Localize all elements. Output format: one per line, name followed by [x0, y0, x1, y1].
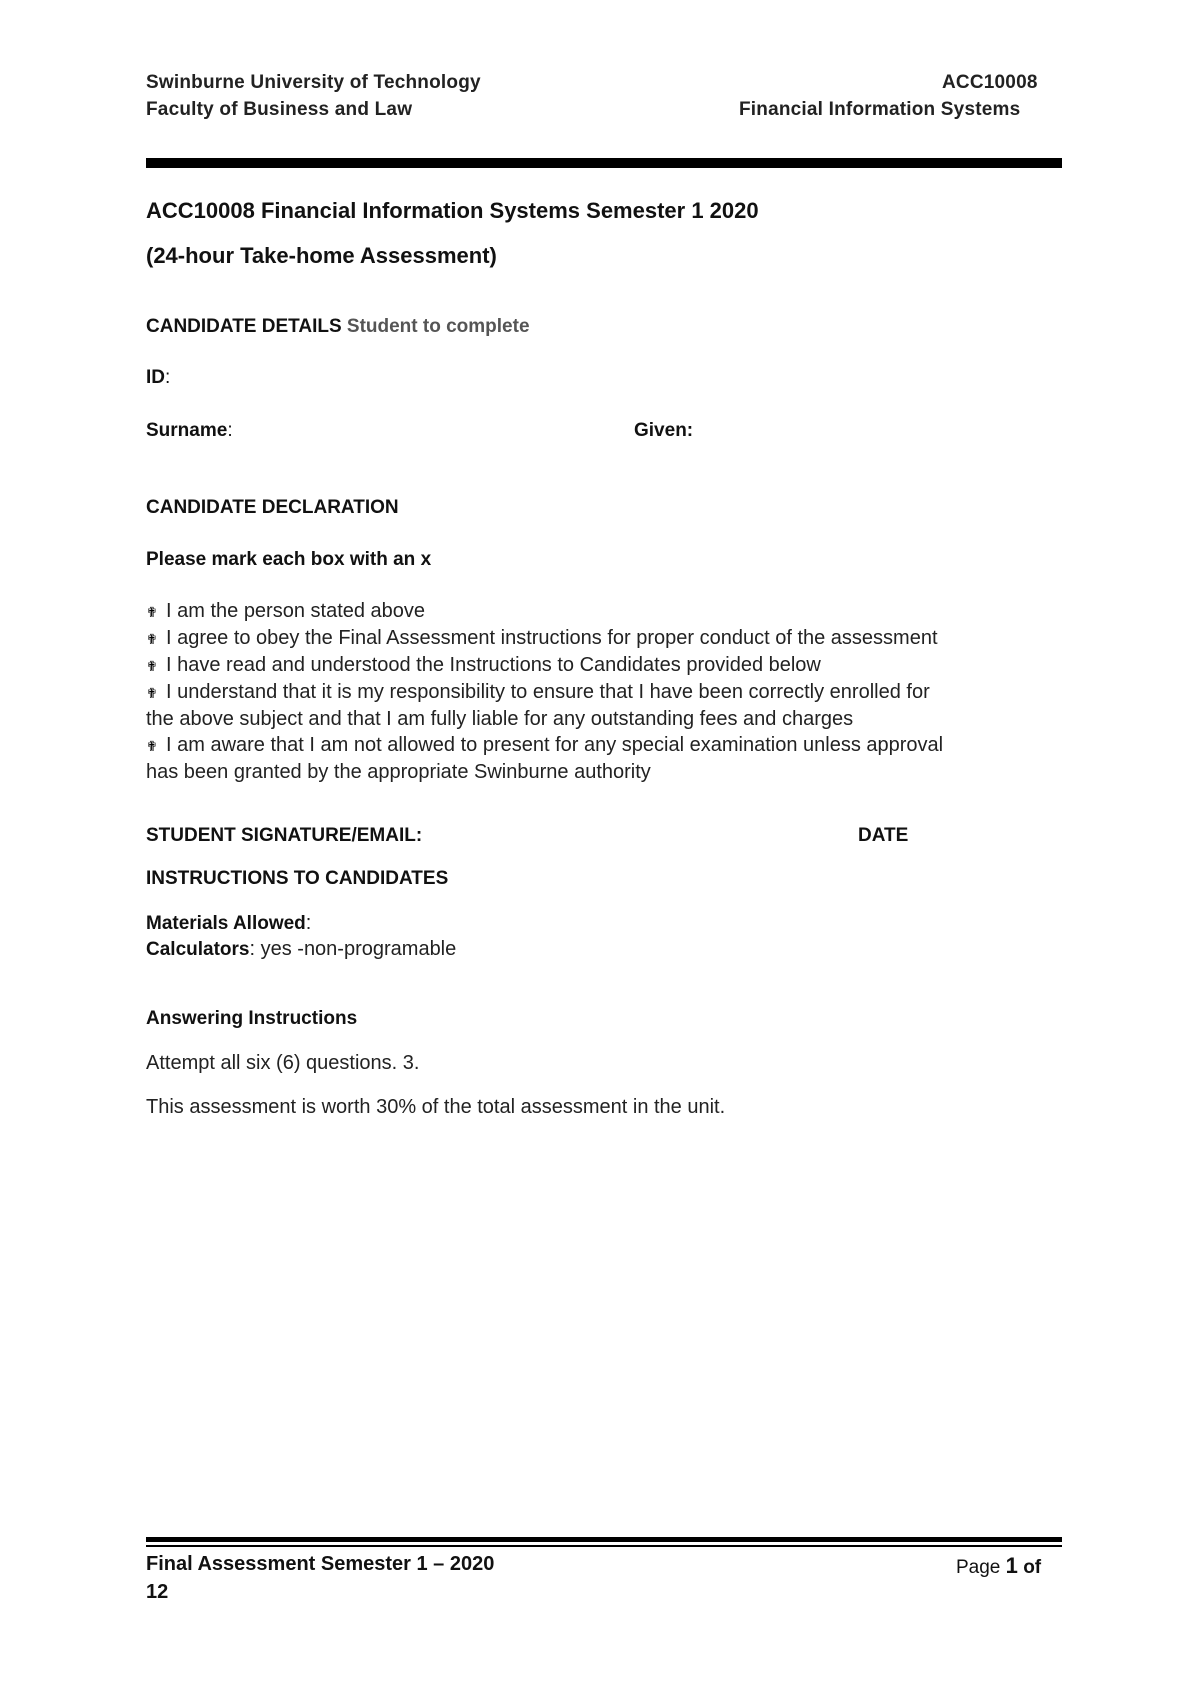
page-subtitle: (24-hour Take-home Assessment): [146, 243, 497, 268]
declaration-item-line: [146, 706, 1062, 732]
declaration-item-line: [146, 652, 1062, 679]
declaration-item-text: the above subject and that I am fully liable for any outstanding fees and charges: [146, 708, 854, 730]
page-title: ACC10008 Financial Information Systems Semester 1 2020: [146, 198, 759, 223]
page-number: 1: [1005, 1553, 1018, 1578]
checkbox-icon[interactable]: ✟: [146, 604, 158, 620]
surname-field: Surname:: [146, 420, 233, 441]
declaration-item-text: I agree to obey the Final Assessment instructions for proper conduct of the assessment: [166, 627, 938, 649]
footer-rule-bottom: [146, 1545, 1062, 1547]
declaration-item: [146, 732, 1062, 785]
id-label: ID: [146, 367, 165, 388]
materials-label: Materials Allowed: [146, 913, 306, 934]
declaration-item-text: I understand that it is my responsibility to ensure that I have been correctly enrolled for: [166, 681, 930, 703]
signature-label: STUDENT SIGNATURE/EMAIL:: [146, 825, 423, 846]
declaration-item-line: [146, 625, 1062, 652]
declaration-item: [146, 679, 1062, 732]
candidate-details-note: Student to complete: [346, 316, 530, 337]
candidate-details-label: CANDIDATE DETAILS: [146, 316, 342, 337]
materials-allowed: Materials Allowed:: [146, 912, 312, 934]
calculators-value: : yes -non-programable: [249, 938, 457, 960]
declaration-instruction: Please mark each box with an x: [146, 549, 432, 570]
calculators-line: [146, 938, 456, 961]
university-name: Swinburne University of Technology: [146, 72, 481, 93]
unit-name: Financial Information Systems: [739, 99, 1021, 120]
total-pages: 12: [146, 1581, 169, 1603]
declaration-item-line: [146, 679, 1062, 706]
page-label: Page: [956, 1557, 1001, 1578]
declaration-item: [146, 625, 1062, 652]
id-field: ID:: [146, 367, 171, 388]
unit-code: ACC10008: [942, 72, 1038, 93]
date-label: DATE: [858, 825, 909, 846]
declaration-list: [146, 598, 1062, 785]
declaration-item-line: [146, 732, 1062, 759]
calculators-label: Calculators: [146, 939, 250, 960]
answering-line-1: Attempt all six (6) questions. 3.: [146, 1052, 420, 1074]
checkbox-icon[interactable]: ✟: [146, 658, 158, 674]
footer-title: Final Assessment Semester 1 – 2020: [146, 1553, 495, 1575]
declaration-heading: CANDIDATE DECLARATION: [146, 497, 399, 518]
given-label: Given:: [634, 420, 694, 441]
declaration-item-text: I have read and understood the Instructions to Candidates provided below: [166, 654, 821, 676]
answering-line-2: This assessment is worth 30% of the total assessment in the unit.: [146, 1096, 726, 1118]
of-label: of: [1023, 1557, 1042, 1578]
candidate-details-heading: [146, 316, 530, 338]
header-rule: [146, 158, 1062, 168]
declaration-item-line: [146, 759, 1062, 785]
declaration-item-text: I am aware that I am not allowed to present for any special examination unless approval: [166, 734, 944, 756]
checkbox-icon[interactable]: ✟: [146, 631, 158, 647]
checkbox-icon[interactable]: ✟: [146, 738, 158, 754]
declaration-item-text: I am the person stated above: [166, 600, 426, 622]
page-indicator: [956, 1553, 1041, 1579]
declaration-item-line: [146, 598, 1062, 625]
declaration-item: [146, 598, 1062, 625]
checkbox-icon[interactable]: ✟: [146, 685, 158, 701]
answering-heading: Answering Instructions: [146, 1008, 358, 1029]
declaration-item-text: has been granted by the appropriate Swinburne authority: [146, 761, 651, 783]
faculty-name: Faculty of Business and Law: [146, 99, 413, 120]
footer-rule-top: [146, 1537, 1062, 1542]
declaration-item: [146, 652, 1062, 679]
surname-label: Surname: [146, 420, 228, 441]
instructions-heading: INSTRUCTIONS TO CANDIDATES: [146, 868, 449, 889]
